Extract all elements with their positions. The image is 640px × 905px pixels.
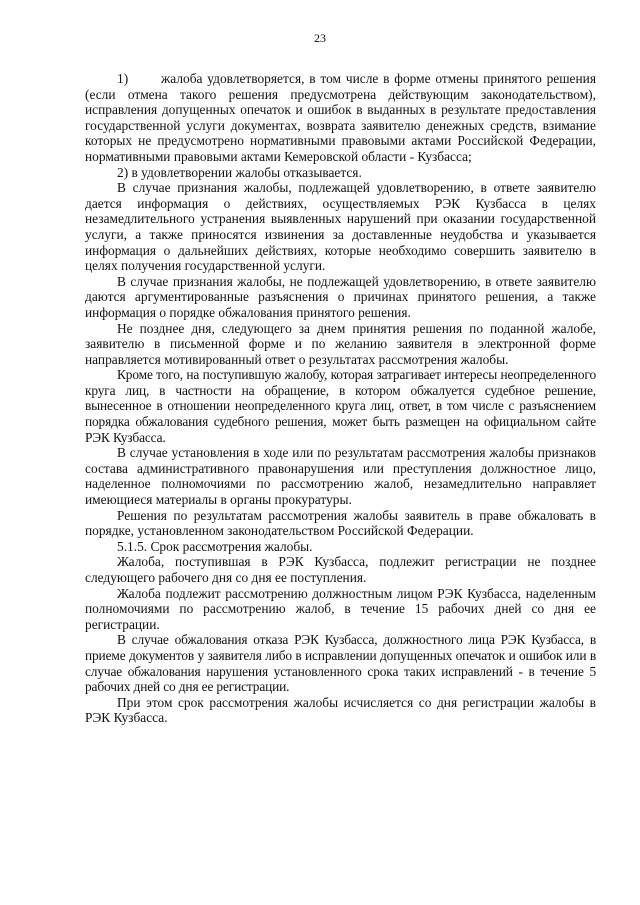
paragraph-item-1 bbox=[85, 71, 596, 165]
paragraph-term-start: При этом срок рассмотрения жалобы исчисляется со дня регистрации жалобы в РЭК Кузбасса. bbox=[85, 694, 596, 726]
paragraph-satisfied-response: В случае признания жалобы, подлежащей удовлетворению, в ответе заявителю дается информация о действиях, осуществляемых РЭК Кузбасса в целях незамедлительного устранения выявленных нарушений при оказании государственной услуги, а также приносятся извинения за доставленные неудобства и указывается информация о дальнейших действиях, которые необходимо совершить заявителю в целях получения государственной услуги. bbox=[85, 180, 596, 274]
paragraph-text: жалоба удовлетворяется, в том числе в форме отмены принятого решения (если отмена такого решения предусмотрена действующим законодательством), исправления допущенных опечаток и ошибок в выданных в результате предоставления государственной услуги документах, возврата заявителю денежных средств, взимание которых не предусмотрено нормативными правовыми актами Российской Федерации, нормативными правовыми актами Кемеровской области - Кузбасса; bbox=[85, 71, 596, 164]
document-body bbox=[85, 71, 596, 726]
paragraph-registration: Жалоба, поступившая в РЭК Кузбасса, подлежит регистрации не позднее следующего рабочего дня со дня ее поступления. bbox=[85, 554, 596, 585]
paragraph-public-interest: Кроме того, на поступившую жалобу, которая затрагивает интересы неопределенного круга лиц, в частности на обращение, в котором обжалуется судебное решение, вынесенное в отношении неопределенного круга лиц, ответ, в том числе с разъяснением порядка обжалования судебного решения, может быть размещен на официальном сайте РЭК Кузбасса. bbox=[85, 367, 596, 445]
paragraph-review-5-days: В случае обжалования отказа РЭК Кузбасса, должностного лица РЭК Кузбасса, в приеме документов у заявителя либо в исправлении допущенных опечаток и ошибок или в случае обжалования нарушения установленного срока таких исправлений - в течение 5 рабочих дней со дня ее регистрации. bbox=[85, 632, 596, 695]
paragraph-rejected-response: В случае признания жалобы, не подлежащей удовлетворению, в ответе заявителю даются аргументированные разъяснения о причинах принятого решения, а также информация о порядке обжалования принятого решения. bbox=[85, 273, 596, 320]
paragraph-response-deadline: Не позднее дня, следующего за днем принятия решения по поданной жалобе, заявителю в письменной форме и по желанию заявителя в электронной форме направляется мотивированный ответ о результатах рассмотрения жалобы. bbox=[85, 320, 596, 367]
paragraph-item-2: 2) в удовлетворении жалобы отказывается. bbox=[117, 164, 362, 180]
paragraph-review-15-days: Жалоба подлежит рассмотрению должностным лицом РЭК Кузбасса, наделенным полномочиями по рассмотрению жалоб, в течение 15 рабочих дней со дня ее регистрации. bbox=[85, 585, 596, 632]
paragraph-appeal-right: Решения по результатам рассмотрения жалобы заявитель в праве обжаловать в порядке, установленном законодательством Российской Федерации. bbox=[85, 507, 596, 539]
list-number: 1) bbox=[117, 71, 129, 86]
section-heading-5-1-5: 5.1.5. Срок рассмотрения жалобы. bbox=[117, 538, 313, 554]
page-number: 23 bbox=[314, 31, 326, 45]
paragraph-prosecutor-referral: В случае установления в ходе или по результатам рассмотрения жалобы признаков состава административного правонарушения или преступления должностное лицо, наделенное полномочиями по рассмотрению жалоб, незамедлительно направляет имеющиеся материалы в органы прокуратуры. bbox=[85, 445, 596, 508]
